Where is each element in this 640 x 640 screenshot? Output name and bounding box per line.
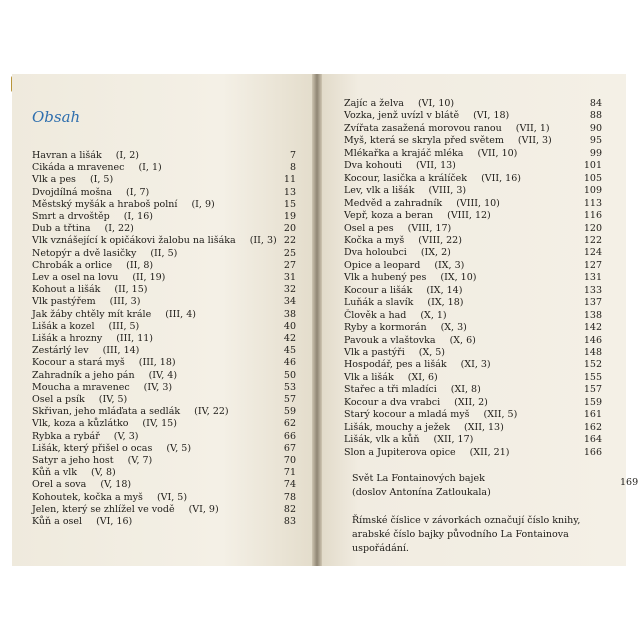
toc-entry-reference: (II, 19) bbox=[132, 272, 166, 283]
toc-entry bbox=[12, 382, 312, 394]
toc-entry bbox=[12, 150, 312, 162]
toc-entry-page-number: 59 bbox=[283, 406, 296, 418]
toc-entry-reference: (IV, 15) bbox=[142, 418, 177, 430]
toc-entry bbox=[322, 297, 626, 309]
toc-entry-reference: (IX, 18) bbox=[427, 297, 464, 309]
toc-entry-page-number: 82 bbox=[283, 503, 296, 515]
toc-entry-title: Lišák, vlk a kůň bbox=[344, 434, 420, 446]
toc-entry-reference: (VIII, 12) bbox=[447, 210, 491, 222]
toc-entry-page-number: 22 bbox=[283, 235, 296, 247]
toc-entry-page-number: 88 bbox=[589, 110, 602, 122]
toc-entry-title: Rybka a rybář bbox=[32, 430, 100, 442]
toc-entry-title: Kohoutek, kočka a myš bbox=[32, 491, 143, 503]
toc-entry-reference: (VII, 10) bbox=[477, 147, 518, 159]
toc-entry-reference: (VI, 18) bbox=[473, 110, 510, 122]
toc-entry bbox=[12, 211, 312, 223]
toc-entry-page-number: 50 bbox=[283, 369, 296, 381]
toc-entry-title: Smrt a drvoštěp bbox=[32, 211, 110, 222]
toc-entry bbox=[322, 198, 626, 210]
toc-entry-page-number: 31 bbox=[283, 272, 296, 283]
toc-entry bbox=[12, 431, 312, 443]
toc-entry-title: Kocour, lasička a králíček bbox=[344, 172, 468, 184]
toc-entry bbox=[12, 443, 312, 455]
toc-entry-reference: (VII, 3) bbox=[517, 135, 552, 147]
toc-entry bbox=[12, 467, 312, 479]
toc-entry-title: Myš, která se skryla před světem bbox=[344, 135, 504, 147]
toc-entry-reference: (VII, 1) bbox=[515, 122, 550, 134]
toc-entry-title: Vozka, jenž uvízl v blátě bbox=[344, 110, 460, 122]
toc-entry-page-number: 90 bbox=[589, 122, 602, 134]
toc-entry-title: Orel a sova bbox=[32, 479, 87, 491]
toc-entry-reference: (VI, 16) bbox=[96, 516, 133, 527]
toc-entry-title: Vepř, koza a beran bbox=[344, 210, 434, 222]
toc-entry-reference: (V, 8) bbox=[91, 467, 116, 479]
toc-entry-page-number: 53 bbox=[283, 381, 296, 393]
toc-entry-title: Netopýr a dvě lasičky bbox=[32, 247, 137, 259]
toc-entry-page-number: 84 bbox=[589, 98, 602, 109]
afterword-page-number: 169 bbox=[620, 477, 639, 488]
left-page bbox=[12, 74, 312, 566]
toc-entry bbox=[322, 310, 626, 322]
toc-entry bbox=[322, 422, 626, 434]
toc-entry bbox=[12, 492, 312, 504]
toc-entry-reference: (IX, 2) bbox=[420, 247, 451, 259]
toc-entry-page-number: 148 bbox=[583, 347, 602, 358]
toc-entry-title: Člověk a had bbox=[344, 309, 407, 321]
toc-entry-reference: (VI, 10) bbox=[417, 98, 455, 109]
toc-entry-title: Slon a Jupiterova opice bbox=[344, 446, 456, 458]
toc-entry bbox=[322, 322, 626, 334]
toc-entry bbox=[12, 260, 312, 272]
toc-entry-reference: (I, 2) bbox=[115, 150, 139, 161]
toc-entry-page-number: 124 bbox=[583, 247, 602, 259]
toc-entry bbox=[12, 284, 312, 296]
toc-entry bbox=[12, 223, 312, 235]
toc-entry bbox=[322, 335, 626, 347]
toc-entry bbox=[12, 162, 312, 174]
toc-entry-page-number: 20 bbox=[283, 223, 296, 235]
toc-entry-reference: (V, 7) bbox=[127, 455, 153, 466]
toc-entry-page-number: 155 bbox=[583, 371, 602, 383]
toc-entry-title: Vlk a hubený pes bbox=[344, 272, 427, 284]
toc-entry-reference: (XI, 6) bbox=[407, 371, 438, 383]
toc-entry bbox=[12, 357, 312, 369]
toc-entry-title: Dva kohouti bbox=[344, 160, 402, 172]
toc-entry-page-number: 32 bbox=[283, 284, 296, 296]
toc-entry bbox=[322, 135, 626, 147]
toc-entry-title: Kohout a lišák bbox=[32, 284, 101, 296]
toc-entry-page-number: 11 bbox=[283, 174, 296, 186]
toc-entry-page-number: 83 bbox=[283, 516, 296, 527]
toc-entry bbox=[322, 123, 626, 135]
toc-entry bbox=[12, 235, 312, 247]
toc-entry-reference: (II, 8) bbox=[126, 259, 154, 271]
toc-entry-reference: (XII, 21) bbox=[469, 446, 510, 458]
toc-entry-title: Starý kocour a mladá myš bbox=[344, 409, 470, 421]
toc-entry bbox=[322, 272, 626, 284]
toc-entry-reference: (I, 5) bbox=[89, 174, 114, 186]
toc-entry-reference: (II, 3) bbox=[249, 235, 277, 247]
toc-entry-page-number: 152 bbox=[583, 359, 602, 371]
toc-entry-reference: (VIII, 10) bbox=[456, 197, 500, 209]
afterword-entry bbox=[352, 472, 639, 500]
toc-entry bbox=[322, 185, 626, 197]
toc-entry-reference: (X, 3) bbox=[440, 322, 467, 334]
toc-entry-reference: (IV, 3) bbox=[143, 381, 173, 393]
toc-entry-title: Luňák a slavík bbox=[344, 297, 414, 309]
toc-entry bbox=[322, 223, 626, 235]
toc-entry bbox=[322, 210, 626, 222]
toc-entry bbox=[12, 516, 312, 528]
toc-entry-title: Jelen, který se zhlížel ve vodě bbox=[32, 503, 175, 515]
toc-entry-title: Lišák a kozel bbox=[32, 320, 95, 332]
toc-entry bbox=[322, 98, 626, 110]
afterword-title: Svět La Fontainových bajek bbox=[352, 473, 485, 484]
toc-entry-reference: (IX, 10) bbox=[440, 272, 477, 284]
toc-entry-page-number: 127 bbox=[583, 259, 602, 271]
toc-entry-page-number: 166 bbox=[583, 446, 602, 458]
toc-entry bbox=[322, 235, 626, 247]
toc-entry-reference: (II, 15) bbox=[114, 284, 148, 296]
toc-entry-reference: (VI, 9) bbox=[188, 503, 219, 515]
toc-entry-page-number: 162 bbox=[583, 421, 602, 433]
toc-entry bbox=[322, 110, 626, 122]
toc-entry-page-number: 25 bbox=[283, 247, 296, 259]
toc-entry-reference: (VIII, 22) bbox=[418, 234, 462, 246]
toc-entry-page-number: 142 bbox=[583, 322, 602, 334]
toc-entry bbox=[12, 272, 312, 284]
toc-entry-title: Lev, vlk a lišák bbox=[344, 185, 415, 197]
toc-entry-page-number: 113 bbox=[583, 197, 602, 209]
toc-entry-title: Vlk a pes bbox=[32, 174, 76, 186]
toc-entry-title: Zajíc a želva bbox=[344, 98, 404, 109]
toc-entry bbox=[12, 455, 312, 467]
toc-entry bbox=[322, 372, 626, 384]
toc-entry-reference: (XII, 2) bbox=[454, 396, 488, 408]
toc-entry-title: Medvěd a zahradník bbox=[344, 197, 443, 209]
toc-entry-title: Zestárlý lev bbox=[32, 345, 89, 357]
toc-entry bbox=[12, 406, 312, 418]
toc-entry-reference: (V, 5) bbox=[166, 442, 192, 454]
toc-entry-page-number: 120 bbox=[583, 222, 602, 234]
toc-entry-title: Osel a pes bbox=[344, 222, 394, 234]
toc-entry-page-number: 109 bbox=[583, 185, 602, 197]
toc-entry-title: Zvířata zasažená morovou ranou bbox=[344, 122, 502, 134]
toc-entry-title: Kocour a dva vrabci bbox=[344, 396, 441, 408]
toc-entry-title: Cikáda a mravenec bbox=[32, 162, 125, 174]
toc-entry-reference: (I, 1) bbox=[138, 162, 162, 174]
toc-entry bbox=[322, 434, 626, 446]
toc-entry bbox=[322, 397, 626, 409]
toc-entry-page-number: 99 bbox=[589, 147, 602, 159]
toc-entry-title: Městský myšák a hraboš polní bbox=[32, 198, 178, 210]
toc-entry-reference: (XII, 13) bbox=[464, 421, 504, 433]
open-book bbox=[12, 74, 639, 566]
toc-entry-page-number: 70 bbox=[283, 455, 296, 466]
toc-entry bbox=[12, 199, 312, 211]
toc-entry-reference: (VI, 5) bbox=[156, 491, 188, 503]
toc-entry-reference: (III, 3) bbox=[109, 296, 141, 308]
toc-entry-reference: (III, 4) bbox=[165, 308, 196, 320]
toc-entry-reference: (IX, 14) bbox=[426, 284, 463, 296]
toc-entry-reference: (IV, 22) bbox=[194, 406, 229, 418]
toc-entry-page-number: 157 bbox=[583, 384, 602, 396]
toc-entry-title: Vlk a lišák bbox=[344, 371, 394, 383]
toc-entry-page-number: 67 bbox=[283, 442, 296, 454]
toc-entry-reference: (XI, 3) bbox=[460, 359, 491, 371]
toc-entry bbox=[12, 394, 312, 406]
toc-entry bbox=[322, 347, 626, 359]
toc-entry-title: Vlk vznášející k opičákovi žalobu na lišáka bbox=[32, 235, 236, 247]
toc-entry-reference: (X, 6) bbox=[449, 334, 476, 346]
toc-entry bbox=[12, 504, 312, 516]
toc-entry-reference: (I, 9) bbox=[191, 198, 215, 210]
toc-entry-reference: (XII, 17) bbox=[433, 434, 474, 446]
footnote: Římské číslice v závorkách označují číslo knihy, arabské číslo bajky původního La Fontainova uspořádání. bbox=[352, 515, 581, 554]
toc-entry-page-number: 95 bbox=[589, 135, 602, 147]
toc-entry-page-number: 133 bbox=[583, 284, 602, 296]
toc-entry bbox=[12, 321, 312, 333]
toc-entry-page-number: 78 bbox=[283, 491, 296, 503]
toc-entry-page-number: 19 bbox=[283, 211, 296, 222]
toc-entry bbox=[322, 247, 626, 259]
toc-entry bbox=[12, 418, 312, 430]
toc-entry-reference: (VII, 13) bbox=[415, 160, 456, 172]
toc-entry bbox=[322, 359, 626, 371]
toc-entry-title: Dub a třtina bbox=[32, 223, 91, 235]
toc-entry-title: Kocour a lišák bbox=[344, 284, 413, 296]
toc-entry bbox=[12, 370, 312, 382]
toc-entry-page-number: 8 bbox=[289, 162, 296, 174]
toc-entry-page-number: 71 bbox=[283, 467, 296, 479]
toc-entry-title: Havran a lišák bbox=[32, 150, 102, 161]
toc-entry-title: Mlékařka a krajáč mléka bbox=[344, 147, 464, 159]
toc-entry-title: Vlk, koza a kůzlátko bbox=[32, 418, 129, 430]
toc-entry-reference: (X, 1) bbox=[420, 309, 447, 321]
toc-entry-reference: (XII, 5) bbox=[483, 409, 518, 421]
toc-entry bbox=[322, 409, 626, 421]
toc-entry-page-number: 161 bbox=[583, 409, 602, 421]
toc-entry-page-number: 42 bbox=[283, 333, 296, 344]
toc-entry bbox=[322, 148, 626, 160]
toc-entry-reference: (III, 14) bbox=[102, 345, 140, 357]
toc-entry-title: Skřivan, jeho mláďata a sedlák bbox=[32, 406, 181, 418]
toc-entry-page-number: 131 bbox=[583, 272, 602, 284]
toc-entry-title: Opice a leopard bbox=[344, 259, 421, 271]
toc-entry-title: Zahradník a jeho pán bbox=[32, 369, 135, 381]
toc-entry-reference: (I, 22) bbox=[104, 223, 134, 235]
toc-entry-title: Dva holoubci bbox=[344, 247, 407, 259]
toc-entry bbox=[12, 309, 312, 321]
toc-entry-title: Kočka a myš bbox=[344, 234, 405, 246]
toc-entry-reference: (IV, 4) bbox=[148, 369, 178, 381]
toc-entry-page-number: 101 bbox=[583, 160, 602, 172]
toc-entry-reference: (X, 5) bbox=[418, 347, 446, 358]
toc-entry-page-number: 116 bbox=[583, 210, 602, 222]
toc-entry-title: Moucha a mravenec bbox=[32, 381, 130, 393]
toc-entry-reference: (III, 18) bbox=[138, 357, 176, 369]
toc-entry-title: Lev a osel na lovu bbox=[32, 272, 119, 283]
toc-entry-page-number: 62 bbox=[283, 418, 296, 430]
toc-entry bbox=[12, 248, 312, 260]
toc-entry-reference: (V, 3) bbox=[113, 430, 139, 442]
toc-entry-page-number: 27 bbox=[283, 259, 296, 271]
toc-entry-page-number: 146 bbox=[583, 334, 602, 346]
toc-entry-page-number: 57 bbox=[283, 394, 296, 405]
toc-entry-page-number: 159 bbox=[583, 396, 602, 408]
toc-entry bbox=[12, 296, 312, 308]
afterword-subtitle: (doslov Antonína Zatloukala) bbox=[352, 487, 491, 498]
toc-entry bbox=[322, 384, 626, 396]
toc-entry bbox=[12, 345, 312, 357]
toc-entry bbox=[12, 333, 312, 345]
toc-entry-reference: (I, 7) bbox=[126, 186, 150, 198]
toc-entry-page-number: 7 bbox=[289, 150, 296, 161]
toc-entry-page-number: 38 bbox=[283, 308, 296, 320]
toc-entry-title: Stařec a tři mladíci bbox=[344, 384, 437, 396]
toc-entry-reference: (IX, 3) bbox=[434, 259, 465, 271]
toc-entry-reference: (III, 11) bbox=[116, 333, 154, 344]
toc-entry bbox=[322, 260, 626, 272]
toc-entry-page-number: 45 bbox=[283, 345, 296, 357]
toc-entry bbox=[12, 174, 312, 186]
toc-entry-title: Osel a psík bbox=[32, 394, 85, 405]
toc-entry-title: Vlk a pastýři bbox=[344, 347, 405, 358]
toc-entry-reference: (IV, 5) bbox=[98, 394, 128, 405]
toc-entry-reference: (VIII, 17) bbox=[407, 222, 452, 234]
toc-entry-reference: (XI, 8) bbox=[450, 384, 481, 396]
toc-entry-page-number: 40 bbox=[283, 320, 296, 332]
toc-entry-title: Satyr a jeho host bbox=[32, 455, 114, 466]
toc-entry bbox=[322, 285, 626, 297]
toc-entry-reference: (I, 16) bbox=[123, 211, 153, 222]
toc-entry-page-number: 34 bbox=[283, 296, 296, 308]
toc-entry bbox=[12, 479, 312, 491]
toc-entry-title: Hospodář, pes a lišák bbox=[344, 359, 447, 371]
toc-entry-title: Lišák a hrozny bbox=[32, 333, 103, 344]
toc-entry-page-number: 74 bbox=[283, 479, 296, 491]
toc-entry-title: Lišák, který přišel o ocas bbox=[32, 442, 153, 454]
toc-entry bbox=[12, 187, 312, 199]
toc-entry bbox=[322, 160, 626, 172]
toc-entry-reference: (VII, 16) bbox=[481, 172, 521, 184]
right-page bbox=[322, 74, 639, 566]
toc-entry-page-number: 137 bbox=[583, 297, 602, 309]
toc-entry-reference: (II, 5) bbox=[150, 247, 178, 259]
toc-entry-page-number: 105 bbox=[583, 172, 602, 184]
toc-entry-page-number: 66 bbox=[283, 430, 296, 442]
toc-entry-page-number: 164 bbox=[583, 434, 602, 446]
toc-entry-page-number: 13 bbox=[283, 186, 296, 198]
toc-entry-title: Kůň a vlk bbox=[32, 467, 77, 479]
toc-entry bbox=[322, 173, 626, 185]
toc-entry-page-number: 46 bbox=[283, 357, 296, 369]
toc-entry-reference: (VIII, 3) bbox=[428, 185, 467, 197]
toc-entry-title: Chrobák a orlice bbox=[32, 259, 113, 271]
toc-entry-page-number: 138 bbox=[583, 309, 602, 321]
toc-entry-title: Jak žáby chtěly mít krále bbox=[32, 308, 152, 320]
toc-entry-title: Lišák, mouchy a ježek bbox=[344, 421, 450, 433]
toc-entry-title: Kůň a osel bbox=[32, 516, 83, 527]
toc-entry-title: Kocour a stará myš bbox=[32, 357, 125, 369]
toc-heading: Obsah bbox=[32, 108, 81, 126]
toc-entry-title: Dvojdílná mošna bbox=[32, 186, 112, 198]
toc-entry-reference: (V, 18) bbox=[100, 479, 132, 491]
toc-entry-title: Vlk pastýřem bbox=[32, 296, 96, 308]
toc-entry-title: Ryby a kormorán bbox=[344, 322, 427, 334]
toc-entry-reference: (III, 5) bbox=[108, 320, 140, 332]
book-gutter bbox=[312, 74, 322, 566]
toc-entry-page-number: 15 bbox=[283, 198, 296, 210]
toc-entry-title: Pavouk a vlaštovka bbox=[344, 334, 436, 346]
toc-entry bbox=[322, 447, 626, 459]
toc-entry-page-number: 122 bbox=[583, 234, 602, 246]
